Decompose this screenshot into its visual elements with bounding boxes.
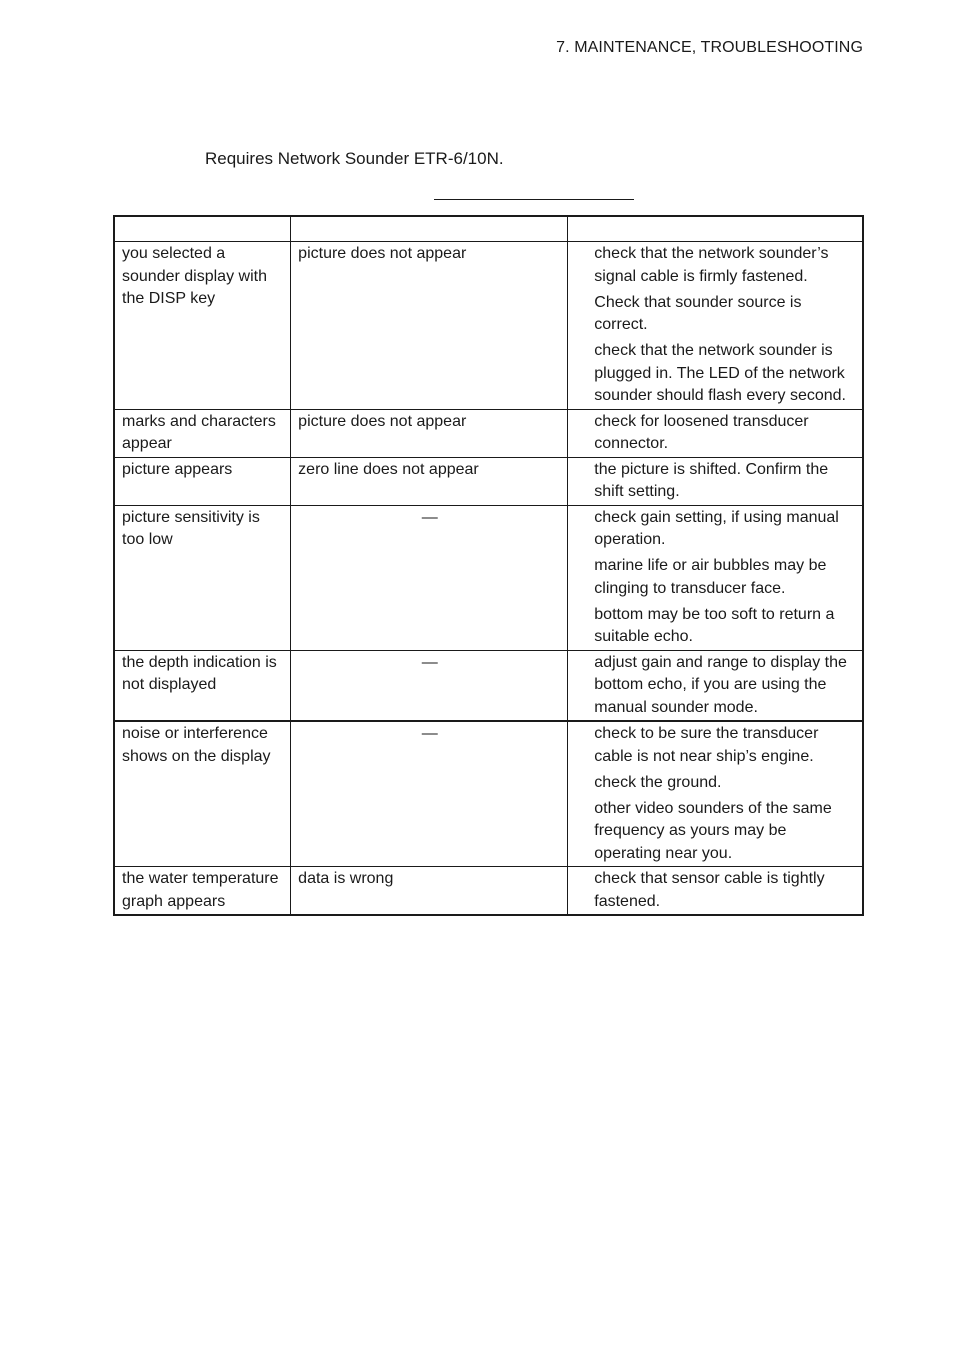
condition-cell: noise or interference shows on the display xyxy=(114,721,291,867)
requirement-note: Requires Network Sounder ETR-6/10N. xyxy=(205,149,504,168)
remedy-item: check for loosened transducer connector. xyxy=(594,412,809,452)
remedy-item: check that the network sounder is plugged in. The LED of the network sounder should flash every second. xyxy=(594,342,846,404)
symptom-cell: — xyxy=(291,721,568,867)
remedy-item: check that the network sounder’s signal cable is firmly fastened. xyxy=(594,245,829,285)
remedy-cell xyxy=(568,867,863,916)
remedy-item: marine life or air bubbles may be clinging to transducer face. xyxy=(594,557,827,597)
symptom-cell: zero line does not appear xyxy=(291,457,568,505)
table-row xyxy=(114,650,863,721)
condition-cell: the depth indication is not displayed xyxy=(114,650,291,721)
table-row xyxy=(114,505,863,650)
table-header-row xyxy=(114,216,863,242)
title-underline xyxy=(434,199,634,200)
header-cell-if xyxy=(114,216,291,242)
remedy-cell xyxy=(568,409,863,457)
symptom-cell: — xyxy=(291,650,568,721)
remedy-item: check to be sure the transducer cable is not near ship’s engine. xyxy=(594,725,819,765)
condition-cell: picture sensitivity is too low xyxy=(114,505,291,650)
symptom-cell: picture does not appear xyxy=(291,409,568,457)
table-row xyxy=(114,457,863,505)
table-row xyxy=(114,867,863,916)
remedy-item: Check that sounder source is correct. xyxy=(594,293,802,333)
table-row xyxy=(114,242,863,410)
remedy-item: the picture is shifted. Confirm the shift setting. xyxy=(594,460,829,500)
remedy-item: other video sounders of the same frequency as yours may be operating near you. xyxy=(594,799,832,862)
symptom-cell: — xyxy=(291,505,568,650)
table-row xyxy=(114,721,863,867)
remedy-cell xyxy=(568,721,863,867)
header-cell-but xyxy=(291,216,568,242)
header-cell-then xyxy=(568,216,863,242)
remedy-item: check gain setting, if using manual operation. xyxy=(594,508,839,548)
remedy-cell xyxy=(568,242,863,410)
table-row xyxy=(114,409,863,457)
remedy-cell xyxy=(568,505,863,650)
remedy-cell xyxy=(568,457,863,505)
troubleshooting-table xyxy=(113,215,864,916)
symptom-cell: picture does not appear xyxy=(291,242,568,410)
condition-cell: the water temperature graph appears xyxy=(114,867,291,916)
remedy-item: bottom may be too soft to return a suitable echo. xyxy=(594,605,835,645)
condition-cell: picture appears xyxy=(114,457,291,505)
symptom-cell: data is wrong xyxy=(291,867,568,916)
remedy-item: check that sensor cable is tightly fastened. xyxy=(594,870,825,910)
remedy-item: check the ground. xyxy=(594,773,722,791)
remedy-cell xyxy=(568,650,863,721)
condition-cell: you selected a sounder display with the DISP key xyxy=(114,242,291,410)
remedy-item: adjust gain and range to display the bottom echo, if you are using the manual sounder mode. xyxy=(594,653,847,716)
running-header: 7. MAINTENANCE, TROUBLESHOOTING xyxy=(556,39,863,56)
condition-cell: marks and characters appear xyxy=(114,409,291,457)
